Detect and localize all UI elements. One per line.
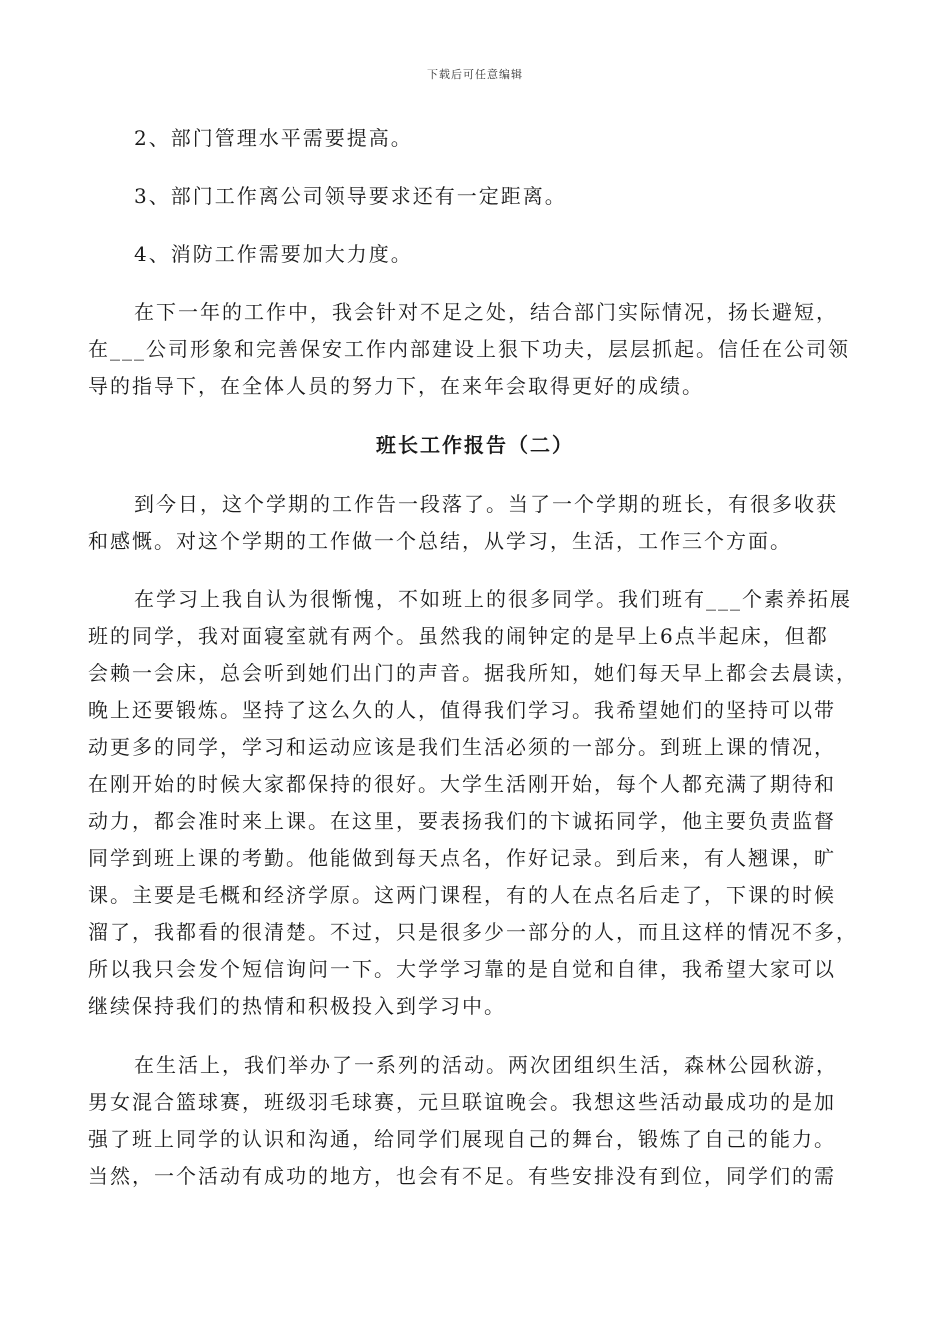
paragraph-line: 在刚开始的时候大家都保持的很好。大学生活刚开始，每个人都充满了期待和 (88, 772, 836, 796)
paragraph-line: 在下一年的工作中，我会针对不足之处，结合部门实际情况，扬长避短， (134, 300, 838, 324)
paragraph-line: 动更多的同学，学习和运动应该是我们生活必须的一部分。到班上课的情况， (88, 735, 836, 759)
paragraph-line: 在生活上，我们举办了一系列的活动。两次团组织生活，森林公园秋游， (134, 1053, 838, 1077)
paragraph-line: 导的指导下，在全体人员的努力下，在来年会取得更好的成绩。 (88, 374, 704, 398)
list-item: 2、部门管理水平需要提高。 (134, 126, 413, 150)
paragraph-line: 动力，都会准时来上课。在这里，要表扬我们的卞诚拓同学，他主要负责监督 (88, 809, 836, 833)
paragraph-line: 当然，一个活动有成功的地方，也会有不足。有些安排没有到位，同学们的需 (88, 1164, 836, 1188)
paragraph-line: 在___公司形象和完善保安工作内部建设上狠下功夫，层层抓起。信任在公司领 (88, 337, 850, 361)
paragraph-line: 在学习上我自认为很惭愧，不如班上的很多同学。我们班有___个素养拓展 (134, 587, 852, 611)
paragraph-line: 到今日，这个学期的工作告一段落了。当了一个学期的班长，有很多收获 (134, 492, 838, 516)
paragraph-line: 男女混合篮球赛，班级羽毛球赛，元旦联谊晚会。我想这些活动最成功的是加 (88, 1090, 836, 1114)
paragraph-line: 溜了，我都看的很清楚。不过，只是很多少一部分的人，而且这样的情况不多， (88, 920, 858, 944)
page-header-note: 下载后可任意编辑 (427, 68, 523, 81)
paragraph-line: 课。主要是毛概和经济学原。这两门课程，有的人在点名后走了，下课的时候 (88, 883, 836, 907)
section-title: 班长工作报告（二） (376, 433, 574, 457)
list-item: 4、消防工作需要加大力度。 (134, 242, 413, 266)
paragraph-line: 班的同学，我对面寝室就有两个。虽然我的闹钟定的是早上6点半起床，但都 (88, 624, 829, 648)
paragraph-line: 晚上还要锻炼。坚持了这么久的人，值得我们学习。我希望她们的坚持可以带 (88, 698, 836, 722)
paragraph-line: 会赖一会床，总会听到她们出门的声音。据我所知，她们每天早上都会去晨读， (88, 661, 858, 685)
paragraph-line: 强了班上同学的认识和沟通，给同学们展现自己的舞台，锻炼了自己的能力。 (88, 1127, 836, 1151)
list-item: 3、部门工作离公司领导要求还有一定距离。 (134, 184, 567, 208)
paragraph-line: 同学到班上课的考勤。他能做到每天点名，作好记录。到后来，有人翘课，旷 (88, 846, 836, 870)
paragraph-line: 所以我只会发个短信询问一下。大学学习靠的是自觉和自律，我希望大家可以 (88, 957, 836, 981)
paragraph-line: 继续保持我们的热情和积极投入到学习中。 (88, 994, 506, 1018)
paragraph-line: 和感慨。对这个学期的工作做一个总结，从学习，生活，工作三个方面。 (88, 529, 792, 553)
